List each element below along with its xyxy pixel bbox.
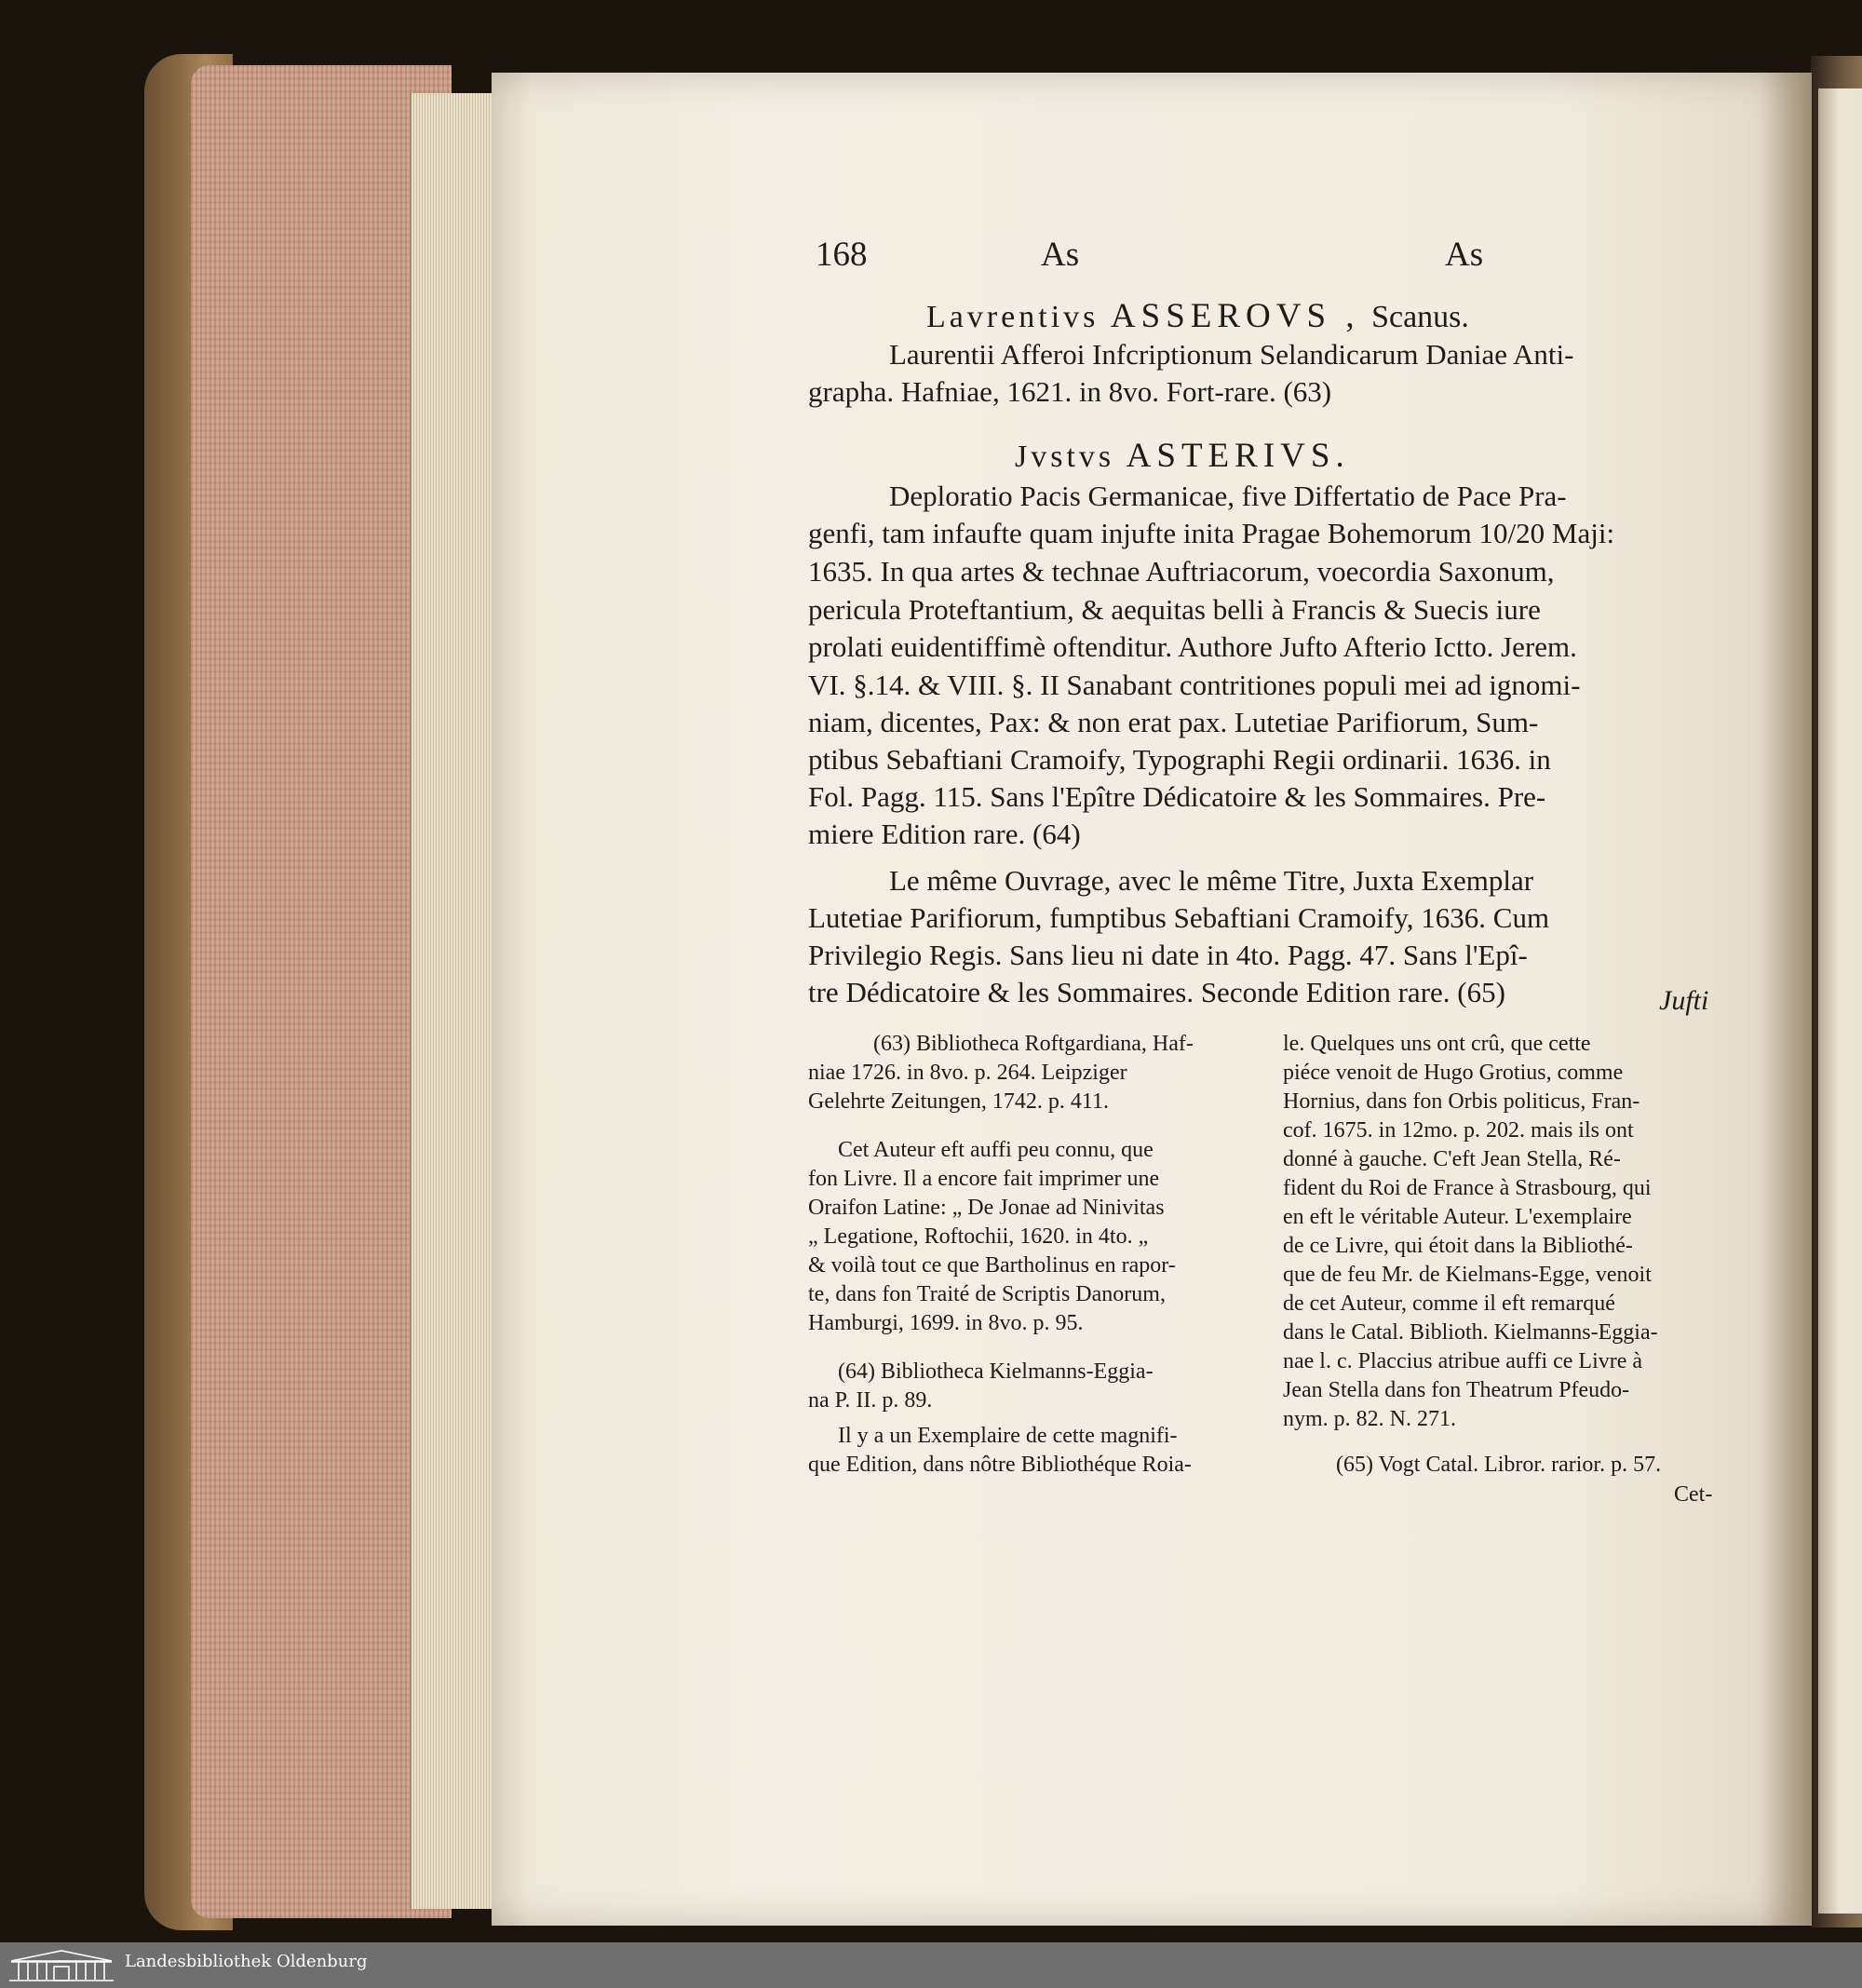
main-line-2: grapha. Hafniae, 1621. in 8vo. Fort-rare. (63) [808, 375, 1332, 408]
main-line-4: genfi, tam infaufte quam injufte inita Pragae Bohemorum 10/20 Maji: [808, 517, 1615, 549]
main-line-12: miere Edition rare. (64) [808, 818, 1081, 850]
footnote-left-line: (63) Bibliotheca Roftgardiana, Haf- [873, 1032, 1194, 1056]
catchword-footnote: Cet- [1674, 1482, 1713, 1507]
footnote-left-line: Gelehrte Zeitungen, 1742. p. 411. [808, 1089, 1110, 1114]
main-line-10: ptibus Sebaftiani Cramoify, Typographi Regii ordinarii. 1636. in [808, 743, 1551, 776]
footnote-right-line: de ce Livre, qui étoit dans la Bibliothé- [1283, 1234, 1633, 1258]
entry-heading-surname: ASSEROVS , [1110, 297, 1360, 335]
footnote-right-line: Hornius, dans fon Orbis politicus, Fran- [1283, 1089, 1640, 1114]
catchword-main: Jufti [1659, 985, 1709, 1016]
page-stack [410, 93, 495, 1909]
page-number: 168 [816, 236, 868, 274]
footnote-right-line: Jean Stella dans fon Theatrum Pfeudo- [1283, 1378, 1630, 1402]
footnote-left-line: Cet Auteur eft auffi peu connu, que [838, 1138, 1154, 1162]
footnote-right-line: piéce venoit de Hugo Grotius, comme [1283, 1061, 1624, 1085]
main-line-13: Le même Ouvrage, avec le même Titre, Juxta Exemplar [889, 864, 1534, 897]
entry-heading-surname: ASTERIVS. [1126, 437, 1350, 475]
footnote-right-line: en eft le véritable Auteur. L'exemplaire [1283, 1205, 1632, 1229]
footnote-right-line: (65) Vogt Catal. Libror. rarior. p. 57. [1336, 1453, 1662, 1477]
main-line-3: Deploratio Pacis Germanicae, five Differtatio de Pace Pra- [889, 480, 1567, 512]
footnote-left-line: Oraifon Latine: „ De Jonae ad Ninivitas [808, 1196, 1165, 1220]
main-line-11: Fol. Pagg. 115. Sans l'Epître Dédicatoire & les Sommaires. Pre- [808, 780, 1546, 813]
main-line-15: Privilegio Regis. Sans lieu ni date in 4to. Pagg. 47. Sans l'Epî- [808, 939, 1528, 971]
main-line-16: tre Dédicatoire & les Sommaires. Seconde Edition rare. (65) [808, 976, 1505, 1008]
footnote-left-line: niae 1726. in 8vo. p. 264. Leipziger [808, 1061, 1127, 1085]
footnote-left-line: que Edition, dans nôtre Bibliothéque Roia- [808, 1453, 1192, 1477]
main-line-8: VI. §.14. & VIII. §. II Sanabant contritiones populi mei ad ignomi- [808, 669, 1581, 701]
footnote-right-line: dans le Catal. Biblioth. Kielmanns-Eggia- [1283, 1320, 1658, 1345]
main-line-6: pericula Proteftantium, & aequitas belli à Francis & Suecis iure [808, 593, 1541, 626]
footnote-left-line: Il y a un Exemplaire de cette magnifi- [838, 1424, 1178, 1448]
entry-heading-forename: Jvstvs [1015, 440, 1115, 474]
footnote-left-line: fon Livre. Il a encore fait imprimer une [808, 1167, 1160, 1191]
main-line-5: 1635. In qua artes & technae Auftriacorum, voecordia Saxonum, [808, 555, 1555, 588]
footnote-right-line: donné à gauche. C'eft Jean Stella, Ré- [1283, 1147, 1621, 1171]
main-line-7: prolati euidentiffimè oftenditur. Authore Jufto Afterio Ictto. Jerem. [808, 630, 1577, 663]
footnote-right-line: que de feu Mr. de Kielmans-Egge, venoit [1283, 1263, 1652, 1287]
running-head-left: As [1041, 236, 1080, 274]
footnote-left-line: „ Legatione, Roftochii, 1620. in 4to. „ [808, 1224, 1149, 1249]
entry-heading-forename: Lavrentivs [926, 300, 1100, 334]
footnote-right-line: nae l. c. Placcius atribue auffi ce Livre à [1283, 1349, 1643, 1373]
footnote-left-line: (64) Bibliotheca Kielmanns-Eggia- [838, 1359, 1154, 1384]
footnote-right-line: de cet Auteur, comme il eft remarqué [1283, 1292, 1615, 1316]
library-footer-bar [0, 1942, 1862, 1988]
main-line-14: Lutetiae Parifiorum, fumptibus Sebaftiani Cramoify, 1636. Cum [808, 901, 1550, 934]
footnote-right-line: cof. 1675. in 12mo. p. 202. mais ils ont [1283, 1118, 1634, 1143]
footnote-right-line: fident du Roi de France à Strasbourg, qui [1283, 1176, 1652, 1200]
library-name: Landesbibliothek Oldenburg [125, 1952, 368, 1971]
footnote-left-line: te, dans fon Traité de Scriptis Danorum, [808, 1282, 1166, 1306]
facing-page-edge [1818, 88, 1862, 1914]
main-line-9: niam, dicentes, Pax: & non erat pax. Lutetiae Parifiorum, Sum- [808, 706, 1539, 738]
footnote-left-line: Hamburgi, 1699. in 8vo. p. 95. [808, 1311, 1084, 1335]
library-building-icon [7, 1948, 115, 1983]
footnote-right-line: le. Quelques uns ont crû, que cette [1283, 1032, 1591, 1056]
running-head-right: As [1445, 236, 1484, 274]
main-line-1: Laurentii Afferoi Infcriptionum Selandicarum Daniae Anti- [889, 338, 1574, 371]
footnote-right-line: nym. p. 82. N. 271. [1283, 1407, 1456, 1431]
footnote-left-line: na P. II. p. 89. [808, 1388, 933, 1413]
entry-heading-asserovs [926, 296, 1469, 336]
entry-heading-asterivs [1015, 436, 1350, 476]
entry-heading-origin: Scanus. [1371, 300, 1469, 334]
footnote-left-line: & voilà tout ce que Bartholinus en rapor- [808, 1253, 1176, 1278]
